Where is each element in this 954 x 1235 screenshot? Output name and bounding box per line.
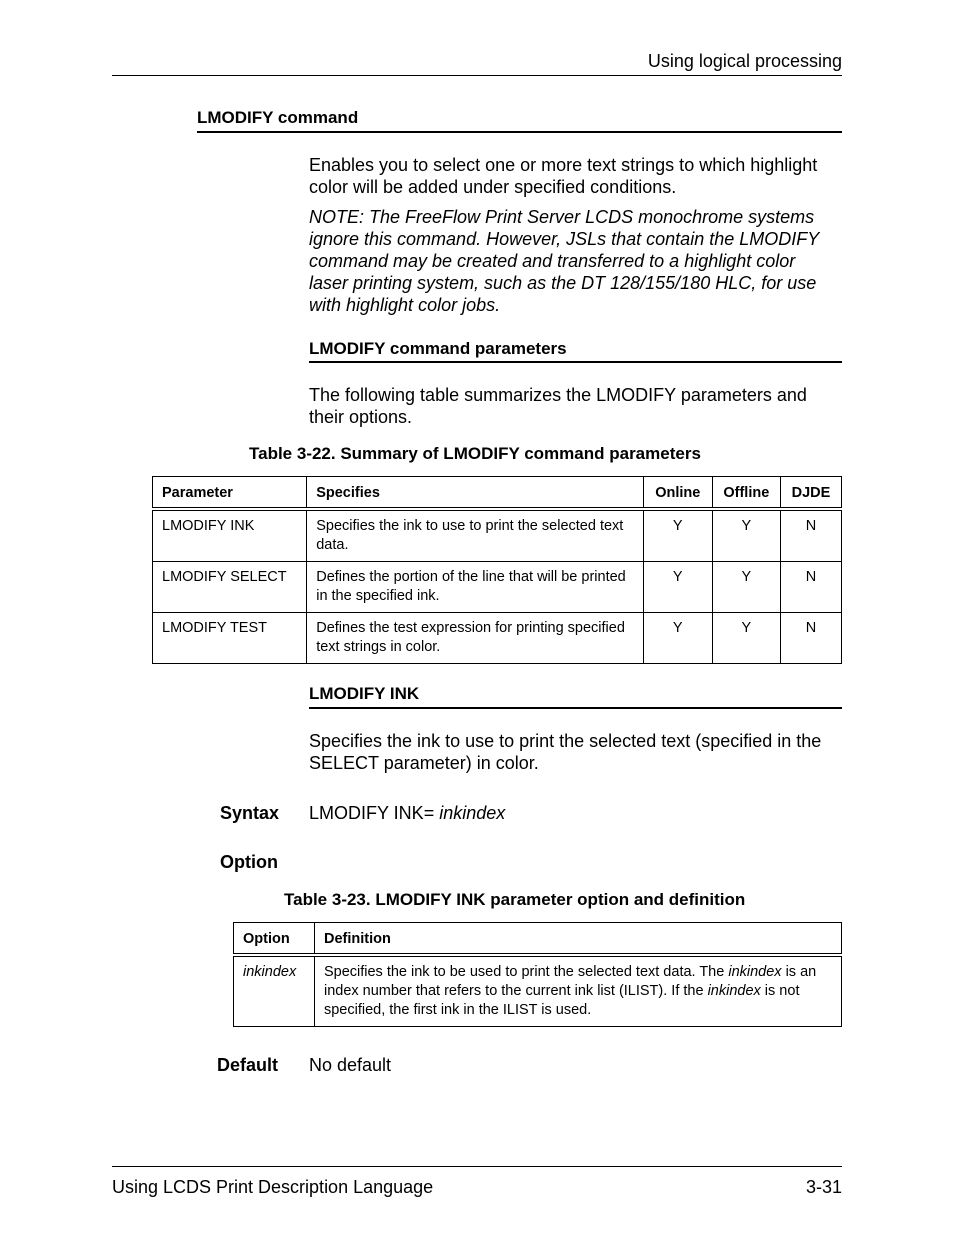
specifies-cell: Specifies the ink to use to print the selected text data.: [307, 509, 643, 562]
ink-title: LMODIFY INK: [309, 684, 420, 703]
definition-emphasis: inkindex: [728, 964, 782, 980]
footer-rule: [112, 1166, 842, 1167]
djde-cell: N: [780, 613, 841, 664]
note-line: laser printing system, such as the DT 128/155/180 HLC, for use: [309, 273, 817, 293]
offline-cell: Y: [712, 613, 780, 664]
syntax-label: Syntax: [220, 803, 280, 823]
column-header: DJDE: [780, 477, 841, 510]
djde-cell: N: [780, 562, 841, 613]
online-cell: Y: [643, 509, 712, 562]
offline-cell: Y: [712, 562, 780, 613]
definition-emphasis: inkindex: [707, 983, 761, 999]
option-label: Option: [220, 852, 278, 872]
page-number: 3-31: [805, 1177, 842, 1197]
option-cell: inkindex: [234, 955, 315, 1027]
ink-title-rule: [309, 707, 842, 709]
section-title: LMODIFY command: [197, 108, 359, 127]
default-label: Default: [217, 1055, 279, 1075]
definition-text: is an index number that refers to the current ink list (ILIST). If the: [323, 964, 817, 999]
running-header: Using logical processing: [647, 51, 842, 71]
table-row: [234, 955, 842, 1027]
syntax-value: [309, 802, 505, 824]
ink-option-table: [233, 922, 842, 1027]
param-cell: LMODIFY TEST: [153, 613, 307, 664]
note-paragraph: [309, 206, 849, 316]
definition-cell: [314, 955, 841, 1027]
default-value: No default: [309, 1055, 392, 1075]
params-title: LMODIFY command parameters: [309, 339, 567, 358]
table-row: [153, 509, 842, 562]
param-cell: LMODIFY INK: [153, 509, 307, 562]
parameters-table: [152, 476, 842, 664]
param-cell: LMODIFY SELECT: [153, 562, 307, 613]
djde-cell: N: [780, 509, 841, 562]
column-header: Online: [643, 477, 712, 510]
specifies-cell: Defines the portion of the line that will be printed in the specified ink.: [307, 562, 643, 613]
params-intro: The following table summarizes the LMODIFY parameters and their options.: [309, 385, 807, 427]
note-line: with highlight color jobs.: [309, 295, 501, 315]
note-line: ignore this command. However, JSLs that contain the LMODIFY: [309, 229, 820, 249]
section-title-rule: [197, 131, 842, 133]
table-header-row: [234, 923, 842, 956]
online-cell: Y: [643, 613, 712, 664]
note-line: NOTE: The FreeFlow Print Server LCDS monochrome systems: [309, 207, 815, 227]
table-caption: Table 3-22. Summary of LMODIFY command parameters: [249, 444, 701, 463]
table-header-row: [153, 477, 842, 510]
table-row: [153, 562, 842, 613]
footer-title: Using LCDS Print Description Language: [112, 1177, 434, 1197]
definition-text: is not specified, the first ink in the ILIST is used.: [323, 983, 800, 1018]
syntax-arg: inkindex: [439, 803, 506, 823]
column-header: Parameter: [153, 477, 307, 510]
specifies-cell: Defines the test expression for printing specified text strings in color.: [307, 613, 643, 664]
definition-text: Specifies the ink to be used to print the selected text data. The: [323, 964, 729, 980]
ink-table-caption: Table 3-23. LMODIFY INK parameter option and definition: [284, 890, 746, 909]
table-row: [153, 613, 842, 664]
syntax-code: LMODIFY INK=: [309, 803, 440, 823]
column-header: Offline: [712, 477, 780, 510]
online-cell: Y: [643, 562, 712, 613]
header-rule: [112, 75, 842, 76]
ink-intro: Specifies the ink to use to print the selected text (specified in the SELECT parameter) in color.: [309, 731, 822, 773]
column-header: Definition: [314, 923, 841, 956]
column-header: Option: [234, 923, 315, 956]
section-intro: Enables you to select one or more text strings to which highlight color will be added under specified conditions.: [309, 155, 818, 197]
offline-cell: Y: [712, 509, 780, 562]
column-header: Specifies: [307, 477, 643, 510]
note-line: command may be created and transferred to a highlight color: [309, 251, 796, 271]
params-title-rule: [309, 361, 842, 363]
